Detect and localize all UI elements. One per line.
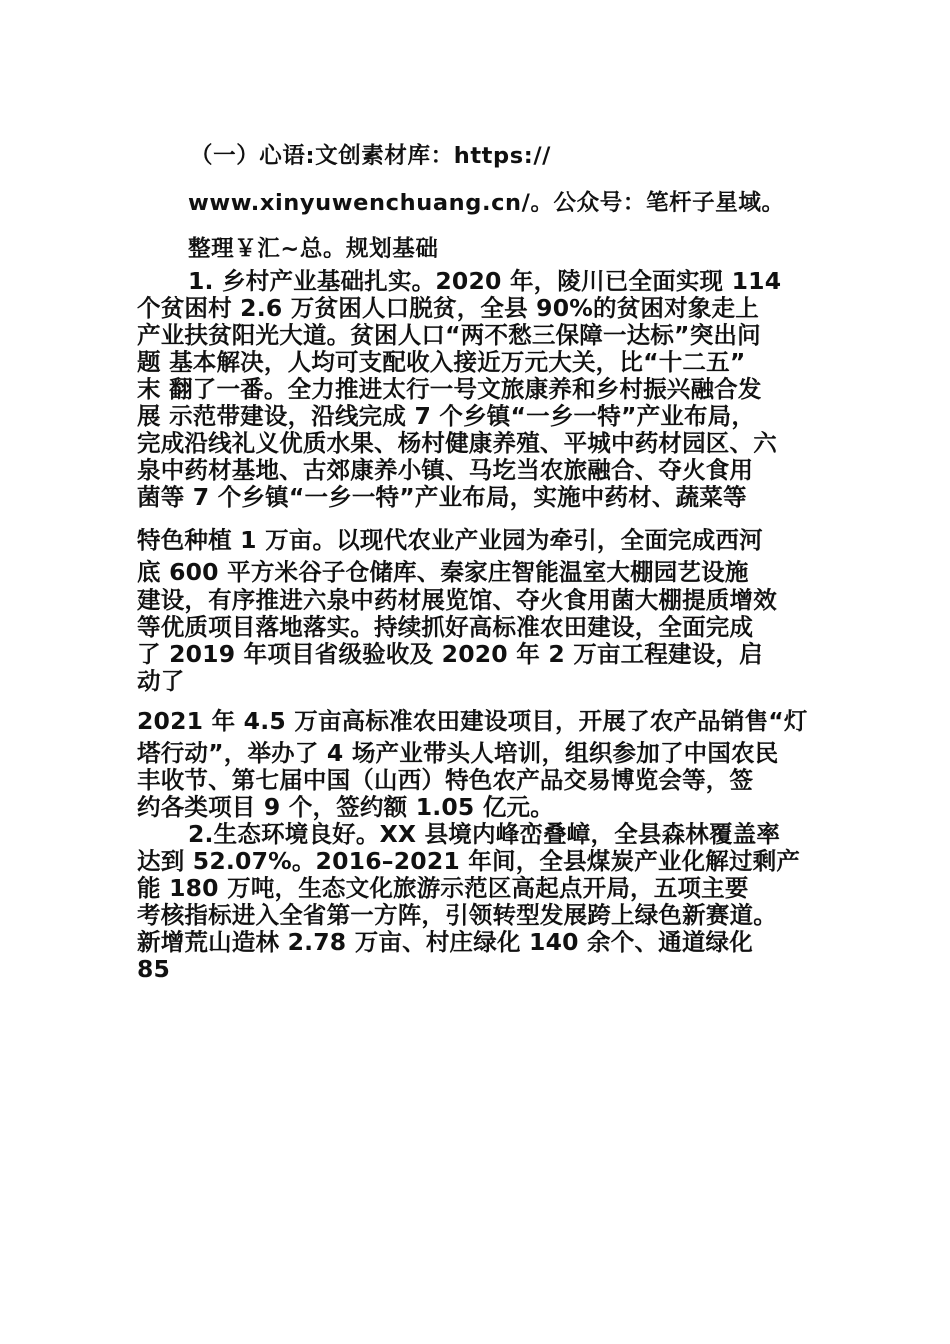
paragraph-1-cont-line: 动了 (137, 667, 185, 695)
paragraph-2-line: 能 180 万吨，生态文化旅游示范区高起点开局，五项主要 (137, 874, 749, 902)
paragraph-1-cont-line: 底 600 平方米谷子仓储库、秦家庄智能温室大棚园艺设施 (137, 558, 749, 586)
paragraph-1-cont-line: 了 2019 年项目省级验收及 2020 年 2 万亩工程建设，启 (137, 640, 763, 668)
paragraph-1-cont-line: 特色种植 1 万亩。以现代农业产业园为牵引，全面完成西河 (137, 526, 763, 554)
paragraph-2-line: 考核指标进入全省第一方阵，引领转型发展跨上绿色新赛道。 (137, 901, 777, 929)
heading-line-2: www.xinyuwenchuang.cn/。公众号：笔杆子星域。 (188, 190, 785, 216)
paragraph-1-end-line: 2021 年 4.5 万亩高标准农田建设项目，开展了农产品销售“灯 (137, 707, 808, 735)
paragraph-1-end-line: 丰收节、第七届中国（山西）特色农产品交易博览会等，签 (137, 766, 754, 794)
heading-line-1: （一）心语:文创素材库：https:// (190, 143, 551, 169)
paragraph-1-line: 完成沿线礼义优质水果、杨村健康养殖、平城中药材园区、六 (137, 429, 777, 457)
paragraph-1-line: 泉中药材基地、古郊康养小镇、马圪当农旅融合、夺火食用 (137, 456, 754, 484)
paragraph-2-line: 2.生态环境良好。XX 县境内峰峦叠嶂，全县森林覆盖率 (188, 820, 781, 848)
paragraph-1-cont-line: 建设，有序推进六泉中药材展览馆、夺火食用菌大棚提质增效 (137, 586, 777, 614)
paragraph-1-line: 展 示范带建设，沿线完成 7 个乡镇“一乡一特”产业布局， (137, 402, 756, 430)
paragraph-2-line: 新增荒山造林 2.78 万亩、村庄绿化 140 余个、通道绿化 (137, 928, 753, 956)
paragraph-1-line: 题 基本解决，人均可支配收入接近万元大关，比“十二五” (137, 348, 746, 376)
paragraph-1-line: 个贫困村 2.6 万贫困人口脱贫，全县 90%的贫困对象走上 (137, 294, 759, 322)
paragraph-1-end-line: 塔行动”，举办了 4 场产业带头人培训，组织参加了中国农民 (137, 739, 779, 767)
paragraph-1-line: 末 翻了一番。全力推进太行一号文旅康养和乡村振兴融合发 (137, 375, 762, 403)
paragraph-1-line: 菌等 7 个乡镇“一乡一特”产业布局，实施中药材、蔬菜等 (137, 483, 747, 511)
paragraph-2-line: 85 (137, 955, 171, 983)
paragraph-1-end-line: 约各类项目 9 个，签约额 1.05 亿元。 (137, 793, 554, 821)
paragraph-1-cont-line: 等优质项目落地落实。持续抓好高标准农田建设，全面完成 (137, 613, 754, 641)
heading-line-3: 整理￥汇~总。规划基础 (188, 236, 439, 262)
paragraph-2-line: 达到 52.07%。2016–2021 年间，全县煤炭产业化解过剩产 (137, 847, 801, 875)
paragraph-1-line: 1. 乡村产业基础扎实。2020 年，陵川已全面实现 114 (188, 267, 782, 295)
paragraph-1-line: 产业扶贫阳光大道。贫困人口“两不愁三保障一达标”突出问 (137, 321, 761, 349)
